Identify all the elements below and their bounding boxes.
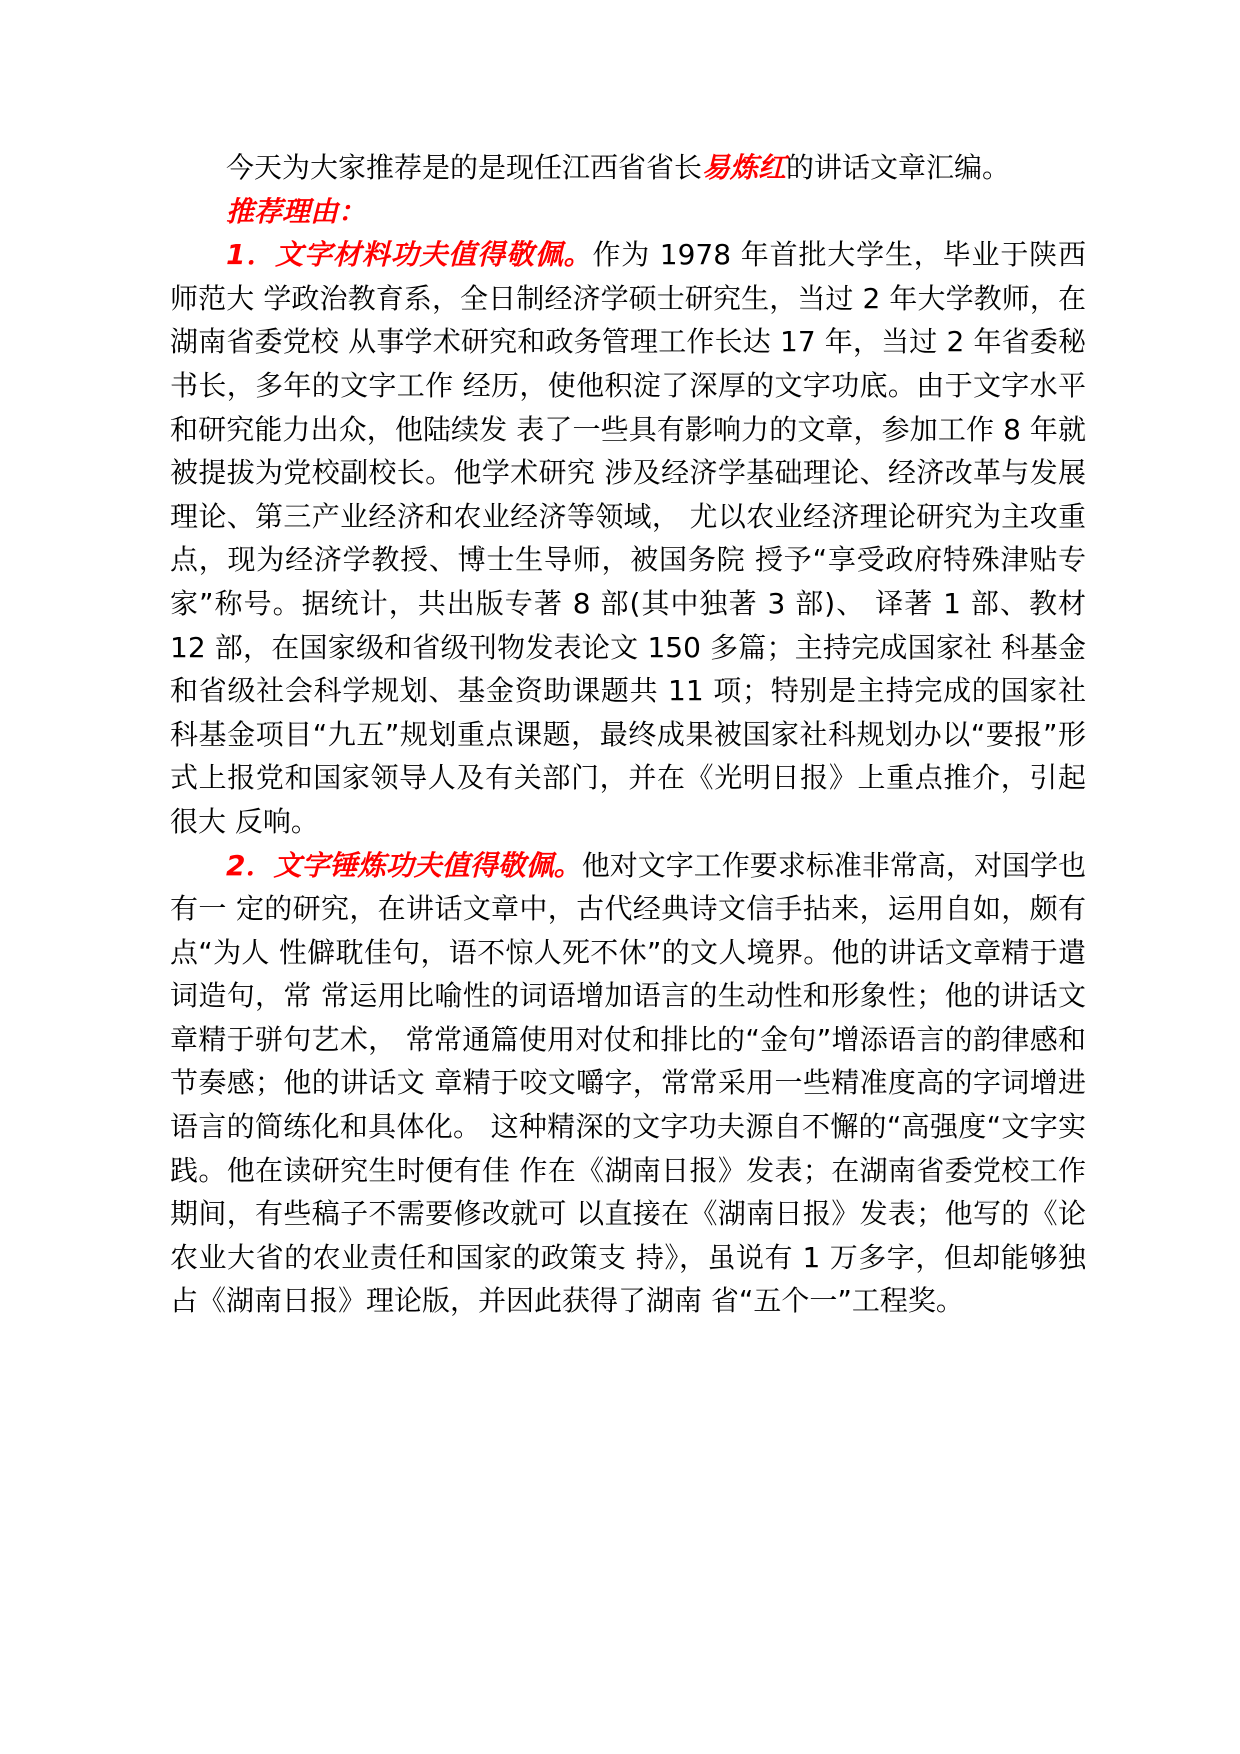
document-body <box>170 146 1086 1323</box>
intro-text-before: 今天为大家推荐是的是现任江西省省长 <box>226 151 703 184</box>
reason-2-body: 他对文字工作要求标准非常高，对国学也有一 定的研究，在讲话文章中，古代经典诗文信手拈来，运用自如，颇有点“为人 性僻耽佳句，语不惊人死不休”的文人境界。他的讲话文章精于遣词造句，常 常运用比喻性的词语增加语言的生动性和形象性；他的讲话文章精于骈句艺术， 常常通篇使用对仗和排比的“金句”增添语言的韵律感和节奏感；他的讲话文 章精于咬文嚼字，常常采用一些精准度高的字词增进语言的简练化和具体化。 这种精深的文字功夫源自不懈的“高强度“文字实践。他在读研究生时便有佳 作在《湖南日报》发表；在湖南省委党校工作期间，有些稿子不需要修改就可 以直接在《湖南日报》发表；他写的《论农业大省的农业责任和国家的政策支 持》，虽说有 1 万多字，但却能够独占《湖南日报》理论版，并因此获得了湖南 省“五个一”工程奖。 <box>170 848 1086 1318</box>
reason-1-paragraph <box>170 233 1086 843</box>
reason-1-heading: 1．文字材料功夫值得敬佩。 <box>226 238 593 272</box>
reason-1-body: 作为 1978 年首批大学生，毕业于陕西师范大 学政治教育系，全日制经济学硕士研究生，当过 2 年大学教师，在湖南省委党校 从事学术研究和政务管理工作长达 17 年，当过 2 年省委秘书长，多年的文字工作 经历，使他积淀了深厚的文字功底。由于文字水平和研究能力出众，他陆续发 表了一些具有影响力的文章，参加工作 8 年就被提拔为党校副校长。他学术研究 涉及经济学基础理论、经济改革与发展理论、第三产业经济和农业经济等领域， 尤以农业经济理论研究为主攻重点，现为经济学教授、博士生导师，被国务院 授予“享受政府特殊津贴专家”称号。据统计，共出版专著 8 部(其中独著 3 部)、 译著 1 部、教材 12 部，在国家级和省级刊物发表论文 150 多篇；主持完成国家社 科基金和省级社会科学规划、基金资助课题共 11 项；特别是主持完成的国家社 科基金项目“九五”规划重点课题，最终成果被国家社科规划办以“要报”形 式上报党和国家领导人及有关部门，并在《光明日报》上重点推介，引起很大 反响。 <box>170 238 1086 838</box>
reason-2-heading: 2．文字锤炼功夫值得敬佩。 <box>226 848 582 882</box>
reasons-heading-paragraph <box>170 190 1086 234</box>
intro-text-after: 的讲话文章汇编。 <box>786 151 1011 184</box>
reasons-heading: 推荐理由： <box>226 194 367 228</box>
governor-name: 易炼红 <box>702 151 787 184</box>
intro-paragraph <box>170 146 1086 190</box>
reason-2-paragraph <box>170 844 1086 1324</box>
